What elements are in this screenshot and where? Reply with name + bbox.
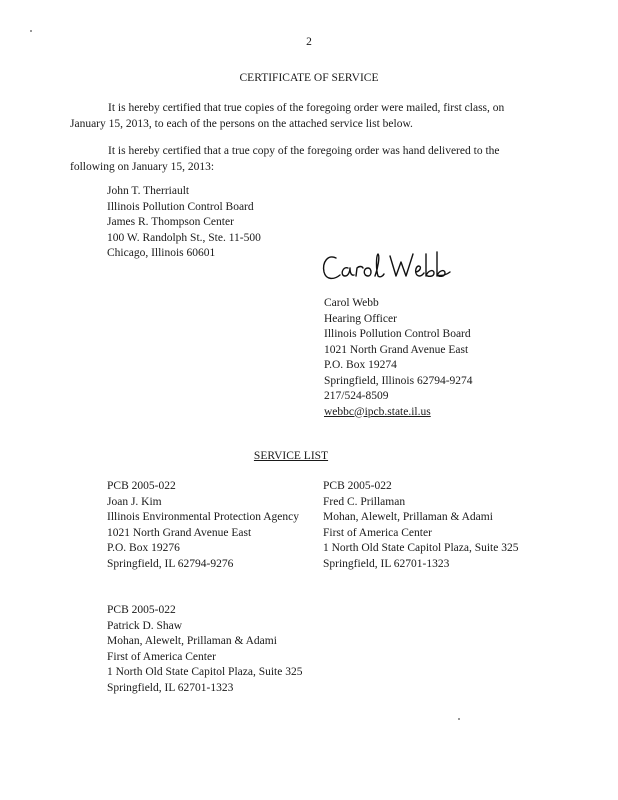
para2-line1: It is hereby certified that a true copy of the foregoing order was hand delivered to the — [108, 145, 500, 157]
certification-paragraph-hand-delivery — [70, 144, 550, 175]
entry-address2: P.O. Box 19276 — [107, 542, 180, 554]
entry-address1: First of America Center — [107, 650, 216, 663]
service-list-entry — [107, 603, 302, 696]
entry-name: Joan J. Kim — [107, 495, 162, 508]
recipient-name: John T. Therriault — [107, 185, 190, 197]
signer-phone: 217/524-8509 — [324, 390, 389, 402]
scan-speck — [30, 30, 32, 32]
para1-line2: January 15, 2013, to each of the persons on the attached service list below. — [70, 117, 413, 130]
para2-line2: following on January 15, 2013: — [70, 160, 215, 173]
entry-case-number: PCB 2005-022 — [107, 480, 176, 492]
service-list-entry — [323, 479, 518, 572]
page-number: 2 — [306, 36, 312, 48]
signer-title: Hearing Officer — [324, 312, 397, 325]
entry-city: Springfield, IL 62701-1323 — [323, 557, 450, 570]
signer-email-link[interactable]: webbc@ipcb.state.il.us — [324, 405, 431, 418]
entry-address2: 1 North Old State Capitol Plaza, Suite 325 — [323, 542, 519, 554]
entry-address1: First of America Center — [323, 526, 432, 539]
service-list-title: SERVICE LIST — [253, 450, 329, 462]
hand-delivery-recipient — [107, 184, 261, 262]
recipient-building: James R. Thompson Center — [107, 216, 234, 228]
entry-org: Mohan, Alewelt, Prillaman & Adami — [107, 635, 277, 647]
entry-city: Springfield, IL 62701-1323 — [107, 681, 234, 694]
certificate-title: CERTIFICATE OF SERVICE — [239, 72, 379, 84]
entry-name: Fred C. Prillaman — [323, 495, 406, 508]
entry-name: Patrick D. Shaw — [107, 619, 183, 632]
recipient-city: Chicago, Illinois 60601 — [107, 247, 216, 259]
entry-case-number: PCB 2005-022 — [107, 604, 176, 616]
signer-city: Springfield, Illinois 62794-9274 — [324, 374, 473, 387]
service-list-entry — [107, 479, 299, 572]
signature-image — [320, 248, 460, 288]
signer-org: Illinois Pollution Control Board — [324, 328, 471, 340]
certification-paragraph-mail — [70, 101, 550, 132]
signer-address1: 1021 North Grand Avenue East — [324, 343, 469, 356]
recipient-street: 100 W. Randolph St., Ste. 11-500 — [107, 231, 261, 244]
entry-address2: 1 North Old State Capitol Plaza, Suite 325 — [107, 666, 303, 678]
signer-block — [324, 296, 473, 420]
signer-name: Carol Webb — [324, 297, 379, 309]
entry-case-number: PCB 2005-022 — [323, 480, 392, 492]
entry-org: Illinois Environmental Protection Agency — [107, 511, 299, 523]
para1-line1: It is hereby certified that true copies of the foregoing order were mailed, first class, on — [108, 102, 505, 114]
entry-address1: 1021 North Grand Avenue East — [107, 526, 252, 539]
signer-address2: P.O. Box 19274 — [324, 359, 397, 371]
entry-org: Mohan, Alewelt, Prillaman & Adami — [323, 511, 493, 523]
recipient-org: Illinois Pollution Control Board — [107, 200, 254, 213]
entry-city: Springfield, IL 62794-9276 — [107, 557, 234, 570]
scan-speck — [458, 718, 460, 720]
